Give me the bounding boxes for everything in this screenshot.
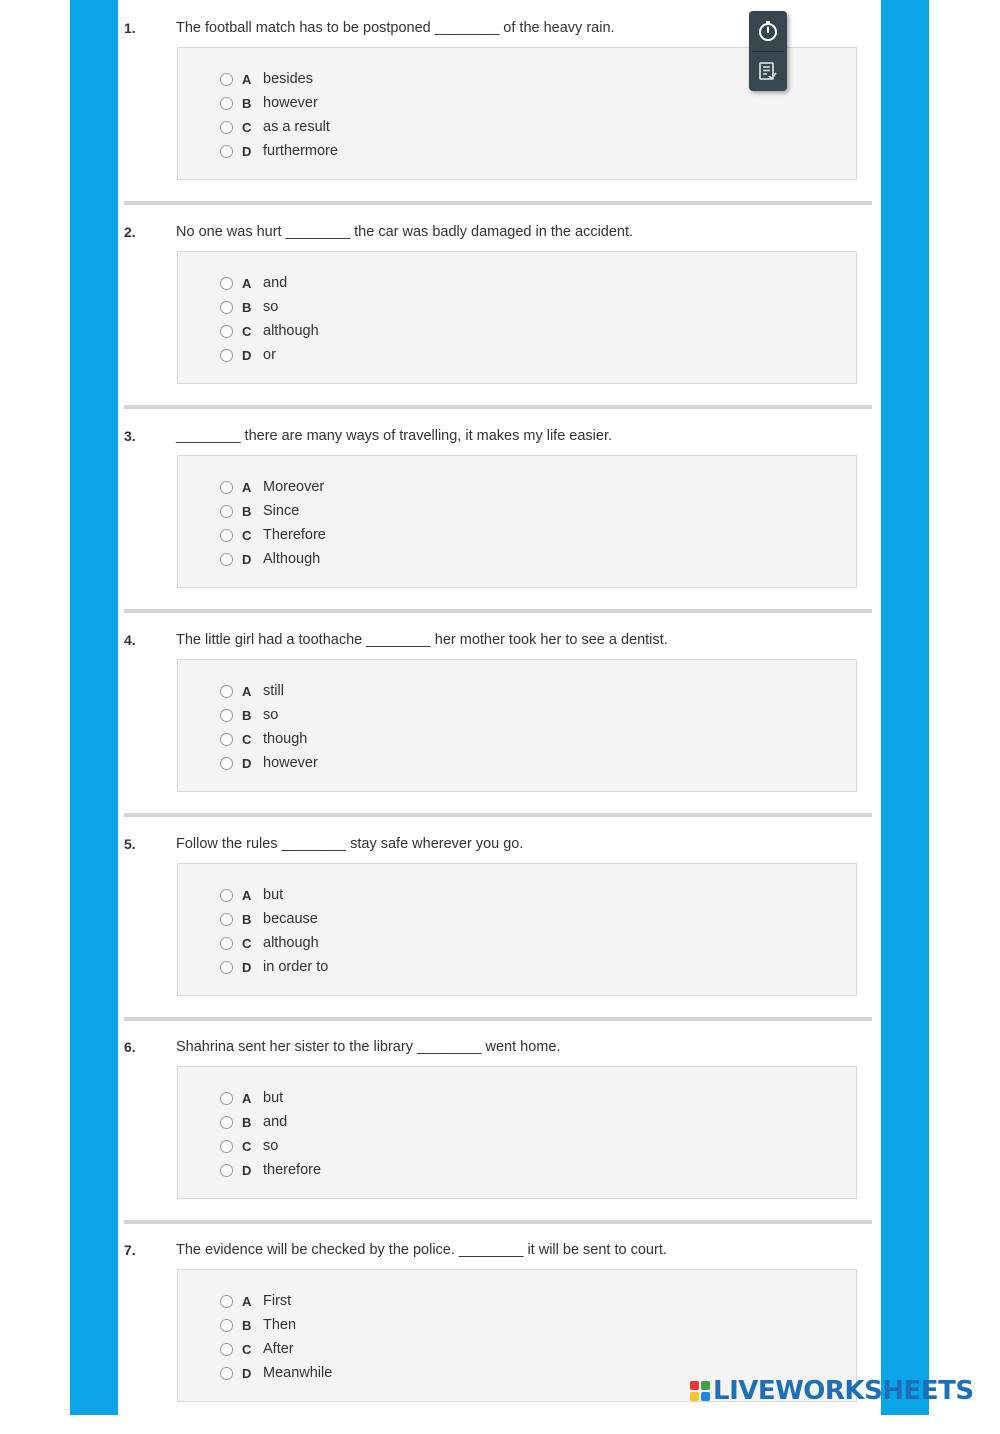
question-5	[118, 824, 881, 1028]
option-label: however	[263, 95, 318, 111]
question-2	[118, 212, 881, 416]
option-c[interactable]	[220, 525, 326, 545]
option-letter: B	[242, 911, 252, 927]
option-letter: D	[242, 1365, 252, 1381]
option-d[interactable]	[220, 1160, 321, 1180]
radio-button[interactable]	[220, 1343, 233, 1356]
logo-tile	[690, 1392, 699, 1401]
option-label: therefore	[263, 1162, 322, 1178]
option-label: because	[263, 911, 318, 927]
option-label: besides	[263, 71, 313, 87]
option-c[interactable]	[220, 1136, 278, 1156]
option-letter: B	[242, 1114, 252, 1130]
option-d[interactable]	[220, 141, 338, 161]
timer-button[interactable]	[749, 12, 787, 50]
question-6	[118, 1027, 881, 1231]
question-number: 2.	[124, 224, 136, 240]
options-box	[177, 659, 857, 792]
radio-button[interactable]	[220, 1367, 233, 1380]
option-label: so	[263, 707, 279, 723]
option-c[interactable]	[220, 321, 319, 341]
option-letter: D	[242, 143, 252, 159]
option-label: though	[263, 731, 308, 747]
option-letter: C	[242, 323, 252, 339]
option-label: and	[263, 1114, 288, 1130]
option-label: Since	[263, 503, 300, 519]
option-d[interactable]	[220, 345, 276, 365]
question-divider	[124, 201, 872, 205]
right-side-band	[881, 0, 929, 1415]
option-c[interactable]	[220, 117, 330, 137]
question-divider	[124, 405, 872, 409]
option-label: Meanwhile	[263, 1365, 333, 1381]
option-label: and	[263, 275, 288, 291]
radio-button[interactable]	[220, 1164, 233, 1177]
option-letter: C	[242, 1138, 252, 1154]
worksheet	[118, 0, 881, 1415]
option-label: still	[263, 683, 284, 699]
option-letter: C	[242, 1341, 252, 1357]
option-letter: B	[242, 299, 252, 315]
question-text: ________ there are many ways of travelling, it makes my life easier.	[176, 428, 613, 444]
option-label: but	[263, 887, 284, 903]
logo-tile	[690, 1381, 699, 1390]
option-label: Moreover	[263, 479, 325, 495]
question-divider	[124, 1017, 872, 1021]
option-letter: B	[242, 1317, 252, 1333]
option-b[interactable]	[220, 297, 278, 317]
radio-button[interactable]	[220, 505, 233, 518]
option-d[interactable]	[220, 1363, 332, 1383]
radio-button[interactable]	[220, 301, 233, 314]
option-b[interactable]	[220, 501, 299, 521]
option-label: furthermore	[263, 143, 338, 159]
radio-button[interactable]	[220, 121, 233, 134]
radio-button[interactable]	[220, 709, 233, 722]
option-letter: C	[242, 731, 252, 747]
brand-name: LIVEWORKSHEETS	[713, 1376, 974, 1406]
question-text: Shahrina sent her sister to the library ________ went home.	[176, 1039, 561, 1055]
radio-button[interactable]	[220, 349, 233, 362]
option-label: although	[263, 935, 319, 951]
option-b[interactable]	[220, 705, 278, 725]
question-number: 1.	[124, 20, 136, 36]
radio-button[interactable]	[220, 277, 233, 290]
option-label: Then	[263, 1317, 297, 1333]
radio-button[interactable]	[220, 1295, 233, 1308]
option-letter: A	[242, 275, 252, 291]
left-side-band	[70, 0, 118, 1415]
option-b[interactable]	[220, 93, 318, 113]
check-answers-button[interactable]	[749, 52, 787, 90]
question-text: No one was hurt ________ the car was badly damaged in the accident.	[176, 224, 634, 240]
question-4	[118, 620, 881, 824]
question-number: 7.	[124, 1242, 136, 1258]
option-d[interactable]	[220, 549, 320, 569]
option-c[interactable]	[220, 1339, 294, 1359]
option-label: After	[263, 1341, 294, 1357]
radio-button[interactable]	[220, 1319, 233, 1332]
option-label: or	[263, 347, 276, 363]
question-3	[118, 416, 881, 620]
option-letter: C	[242, 119, 252, 135]
radio-button[interactable]	[220, 1116, 233, 1129]
option-letter: C	[242, 935, 252, 951]
options-box	[177, 863, 857, 996]
option-a[interactable]	[220, 477, 324, 497]
radio-button[interactable]	[220, 73, 233, 86]
radio-button[interactable]	[220, 529, 233, 542]
question-text: The football match has to be postponed ________ of the heavy rain.	[176, 20, 615, 36]
option-label: in order to	[263, 959, 329, 975]
option-letter: C	[242, 527, 252, 543]
options-box	[177, 1066, 857, 1199]
radio-button[interactable]	[220, 481, 233, 494]
option-label: but	[263, 1090, 284, 1106]
option-letter: D	[242, 1162, 252, 1178]
option-label: although	[263, 323, 319, 339]
option-a[interactable]	[220, 273, 287, 293]
option-letter: D	[242, 347, 252, 363]
radio-button[interactable]	[220, 757, 233, 770]
option-label: so	[263, 1138, 279, 1154]
option-b[interactable]	[220, 1315, 296, 1335]
logo-tile	[701, 1381, 710, 1390]
stopwatch-icon	[756, 19, 780, 43]
question-number: 6.	[124, 1039, 136, 1055]
liveworksheets-logo	[690, 1374, 974, 1408]
option-a[interactable]	[220, 69, 313, 89]
option-letter: A	[242, 887, 252, 903]
options-box	[177, 455, 857, 588]
radio-button[interactable]	[220, 1140, 233, 1153]
option-b[interactable]	[220, 909, 318, 929]
option-letter: D	[242, 959, 252, 975]
radio-button[interactable]	[220, 1092, 233, 1105]
radio-button[interactable]	[220, 145, 233, 158]
option-label: so	[263, 299, 279, 315]
option-label: as a result	[263, 119, 330, 135]
option-letter: A	[242, 683, 252, 699]
option-letter: B	[242, 503, 252, 519]
option-label: First	[263, 1293, 292, 1309]
option-a[interactable]	[220, 681, 284, 701]
option-d[interactable]	[220, 957, 328, 977]
option-letter: A	[242, 1293, 252, 1309]
option-a[interactable]	[220, 885, 283, 905]
option-label: Although	[263, 551, 321, 567]
option-letter: D	[242, 755, 252, 771]
options-box	[177, 251, 857, 384]
option-letter: A	[242, 479, 252, 495]
question-divider	[124, 813, 872, 817]
radio-button[interactable]	[220, 961, 233, 974]
option-letter: A	[242, 71, 252, 87]
radio-button[interactable]	[220, 97, 233, 110]
liveworksheets-logo-icon	[690, 1381, 710, 1401]
floating-tool-panel	[749, 11, 787, 91]
option-c[interactable]	[220, 933, 319, 953]
option-label: Therefore	[263, 527, 326, 543]
radio-button[interactable]	[220, 325, 233, 338]
question-text: Follow the rules ________ stay safe wherever you go.	[176, 836, 524, 852]
question-text: The little girl had a toothache ________ her mother took her to see a dentist.	[176, 632, 668, 648]
radio-button[interactable]	[220, 937, 233, 950]
logo-tile	[701, 1392, 710, 1401]
option-a[interactable]	[220, 1291, 291, 1311]
check-answers-icon	[756, 59, 780, 83]
option-letter: B	[242, 707, 252, 723]
question-divider	[124, 609, 872, 613]
option-letter: D	[242, 551, 252, 567]
option-letter: A	[242, 1090, 252, 1106]
question-number: 5.	[124, 836, 136, 852]
option-letter: B	[242, 95, 252, 111]
option-label: however	[263, 755, 318, 771]
option-c[interactable]	[220, 729, 307, 749]
radio-button[interactable]	[220, 913, 233, 926]
radio-button[interactable]	[220, 733, 233, 746]
radio-button[interactable]	[220, 553, 233, 566]
question-divider	[124, 1220, 872, 1224]
option-a[interactable]	[220, 1088, 283, 1108]
option-b[interactable]	[220, 1112, 287, 1132]
question-number: 4.	[124, 632, 136, 648]
question-text: The evidence will be checked by the police. ________ it will be sent to court.	[176, 1242, 667, 1258]
option-d[interactable]	[220, 753, 318, 773]
radio-button[interactable]	[220, 889, 233, 902]
radio-button[interactable]	[220, 685, 233, 698]
question-number: 3.	[124, 428, 136, 444]
